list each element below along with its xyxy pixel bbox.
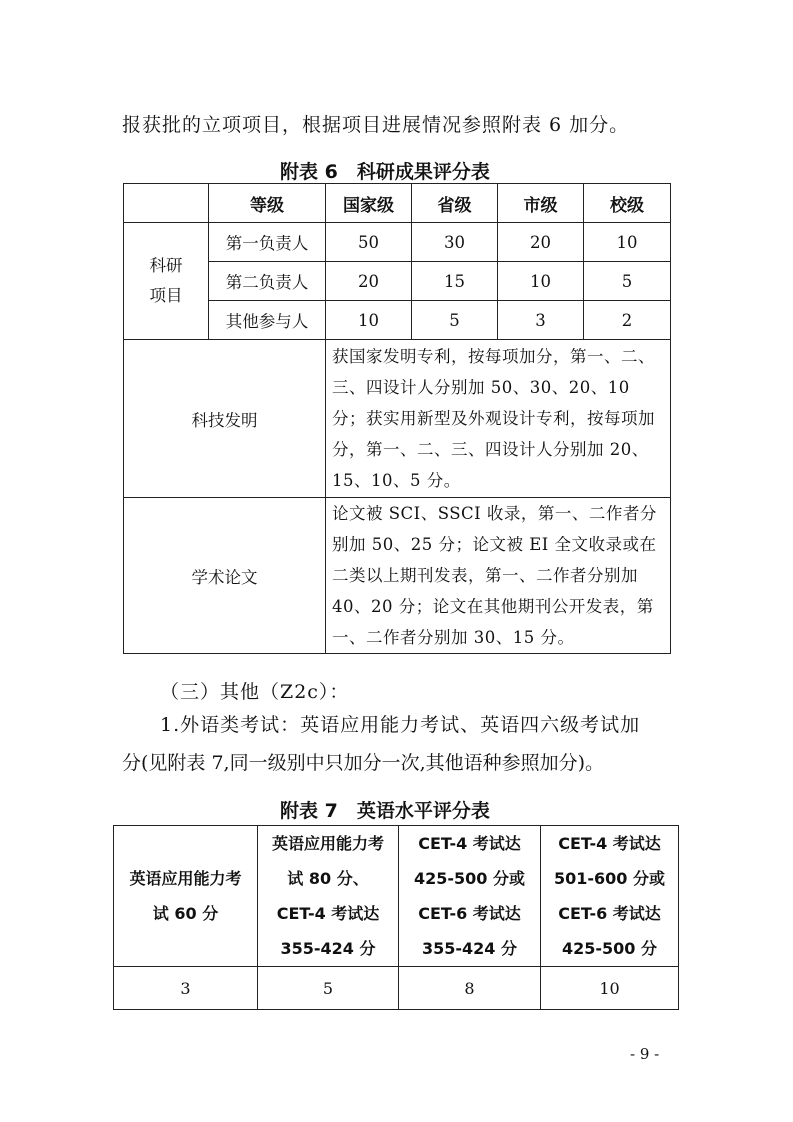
- header-cell-provincial: 省级: [412, 184, 498, 223]
- value-cell: 5: [584, 262, 671, 301]
- table7-english-scoring: [113, 825, 679, 1010]
- value-cell: 10: [326, 301, 412, 340]
- header-cell: 英语应用能力考试 80 分、CET-4 考试达 355-424 分: [258, 826, 399, 967]
- table6-header-row: [124, 184, 671, 223]
- header-cell-empty: [124, 184, 209, 223]
- header-cell: CET-4 考试达 501-600 分或 CET-6 考试达 425-500 分: [541, 826, 679, 967]
- role-cell: 第一负责人: [209, 223, 326, 262]
- value-cell: 10: [584, 223, 671, 262]
- value-cell: 20: [498, 223, 584, 262]
- table-row-paper: [124, 498, 671, 654]
- header-cell: CET-4 考试达 425-500 分或 CET-6 考试达 355-424 分: [399, 826, 541, 967]
- header-cell-level: 等级: [209, 184, 326, 223]
- value-cell: 10: [498, 262, 584, 301]
- value-cell: 3: [114, 967, 258, 1010]
- table-row-invention: [124, 340, 671, 498]
- value-cell: 2: [584, 301, 671, 340]
- table-row: [124, 223, 671, 262]
- value-cell: 30: [412, 223, 498, 262]
- group-label-research-project: 科研项目: [124, 223, 209, 340]
- value-cell: 20: [326, 262, 412, 301]
- section-heading: （三）其他（Z2c）：: [160, 681, 350, 703]
- header-cell: 英语应用能力考试 60 分: [114, 826, 258, 967]
- value-cell: 8: [399, 967, 541, 1010]
- value-cell: 5: [412, 301, 498, 340]
- paragraph-line: 分(见附表 7,同一级别中只加分一次,其他语种参照加分)。: [122, 752, 605, 774]
- intro-line: 报获批的立项项目，根据项目进展情况参照附表 6 加分。: [122, 114, 630, 136]
- page-number: - 9 -: [630, 1045, 660, 1063]
- paragraph-line: 1.外语类考试：英语应用能力考试、英语四六级考试加: [160, 714, 641, 736]
- role-cell: 其他参与人: [209, 301, 326, 340]
- table-row: [114, 967, 679, 1010]
- header-cell-city: 市级: [498, 184, 584, 223]
- value-cell: 3: [498, 301, 584, 340]
- header-cell-school: 校级: [584, 184, 671, 223]
- value-cell: 15: [412, 262, 498, 301]
- header-cell-national: 国家级: [326, 184, 412, 223]
- paper-label: 学术论文: [124, 498, 326, 654]
- table6-research-scoring: [123, 183, 671, 654]
- value-cell: 10: [541, 967, 679, 1010]
- role-cell: 第二负责人: [209, 262, 326, 301]
- table7-header-row: [114, 826, 679, 967]
- table7-title: 附表 7 英语水平评分表: [280, 800, 490, 822]
- paper-rule: 论文被 SCI、SSCI 收录，第一、二作者分别加 50、25 分；论文被 EI 全文收录或在二类以上期刊发表，第一、二作者分别加 40、20 分；论文在其他期刊公开发表，第一、二作者分别加 30、15 分。: [326, 498, 671, 654]
- invention-rule: 获国家发明专利，按每项加分，第一、二、三、四设计人分别加 50、30、20、10 分；获实用新型及外观设计专利，按每项加分，第一、二、三、四设计人分别加 20、15、10、5 分。: [326, 340, 671, 498]
- value-cell: 50: [326, 223, 412, 262]
- table6-title: 附表 6 科研成果评分表: [280, 161, 490, 183]
- value-cell: 5: [258, 967, 399, 1010]
- invention-label: 科技发明: [124, 340, 326, 498]
